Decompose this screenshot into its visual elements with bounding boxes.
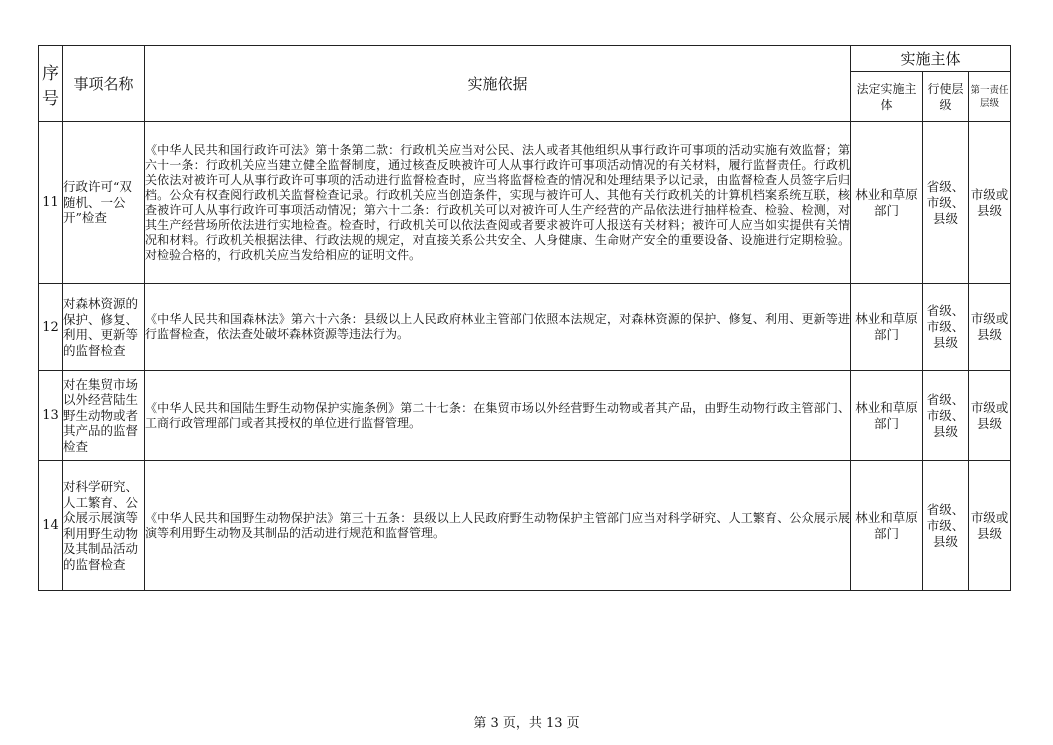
header-first-responsible-level: 第一责任层级 <box>969 72 1011 122</box>
row-first-level: 市级或县级 <box>969 461 1011 591</box>
page-footer: 第 3 页，共 13 页 <box>473 716 580 731</box>
regulation-table <box>38 45 1011 591</box>
row-exercise-level: 省级、市级、县级 <box>923 284 969 371</box>
row-item-name: 行政许可“双随机、一公开”检查 <box>63 122 145 284</box>
row-seq: 14 <box>39 461 63 591</box>
table-row <box>39 122 1011 284</box>
row-legal-subject: 林业和草原部门 <box>851 371 923 461</box>
row-first-level: 市级或县级 <box>969 371 1011 461</box>
row-basis: 《中华人民共和国陆生野生动物保护实施条例》第二十七条：在集贸市场以外经营野生动物或者其产品，由野生动物行政主管部门、工商行政管理部门或者其授权的单位进行监督管理。 <box>145 371 851 461</box>
table-row <box>39 371 1011 461</box>
row-seq: 11 <box>39 122 63 284</box>
row-first-level: 市级或县级 <box>969 284 1011 371</box>
header-item-name: 事项名称 <box>63 46 145 122</box>
row-exercise-level: 省级、市级、县级 <box>923 122 969 284</box>
row-item-name: 对科学研究、人工繁育、公众展示展演等利用野生动物及其制品活动的监督检查 <box>63 461 145 591</box>
row-first-level: 市级或县级 <box>969 122 1011 284</box>
header-seq: 序号 <box>39 46 63 122</box>
row-item-name: 对森林资源的保护、修复、利用、更新等的监督检查 <box>63 284 145 371</box>
row-basis: 《中华人民共和国野生动物保护法》第三十五条：县级以上人民政府野生动物保护主管部门应当对科学研究、人工繁育、公众展示展演等利用野生动物及其制品的活动进行规范和监督管理。 <box>145 461 851 591</box>
header-subject: 实施主体 <box>851 46 1011 72</box>
row-seq: 13 <box>39 371 63 461</box>
row-basis: 《中华人民共和国行政许可法》第十条第二款：行政机关应当对公民、法人或者其他组织从事行政许可事项的活动实施有效监督；第六十一条：行政机关应当建立健全监督制度，通过核查反映被许可人从事行政许可事项活动情况的有关材料，履行监督责任。行政机关依法对被许可人从事行政许可事项的活动进行监督检查时，应当将监督检查的情况和处理结果予以记录，由监督检查人员签字后归档。公众有权查阅行政机关监督检查记录。行政机关应当创造条件，实现与被许可人、其他有关行政机关的计算机档案系统互联，核查被许可人从事行政许可事项活动情况；第六十二条：行政机关可以对被许可人生产经营的产品依法进行抽样检查、检验、检测，对其生产经营场所依法进行实地检查。检查时，行政机关可以依法查阅或者要求被许可人报送有关材料；被许可人应当如实提供有关情况和材料。行政机关根据法律、行政法规的规定，对直接关系公共安全、人身健康、生命财产安全的重要设备、设施进行定期检验。对检验合格的，行政机关应当发给相应的证明文件。 <box>145 122 851 284</box>
row-seq: 12 <box>39 284 63 371</box>
table-row <box>39 461 1011 591</box>
row-legal-subject: 林业和草原部门 <box>851 461 923 591</box>
row-exercise-level: 省级、市级、县级 <box>923 461 969 591</box>
header-legal-subject: 法定实施主体 <box>851 72 923 122</box>
row-exercise-level: 省级、市级、县级 <box>923 371 969 461</box>
header-basis: 实施依据 <box>145 46 851 122</box>
header-exercise-level: 行使层级 <box>923 72 969 122</box>
row-legal-subject: 林业和草原部门 <box>851 122 923 284</box>
table-row <box>39 284 1011 371</box>
row-basis: 《中华人民共和国森林法》第六十六条：县级以上人民政府林业主管部门依照本法规定，对森林资源的保护、修复、利用、更新等进行监督检查，依法查处破坏森林资源等违法行为。 <box>145 284 851 371</box>
row-item-name: 对在集贸市场以外经营陆生野生动物或者其产品的监督检查 <box>63 371 145 461</box>
row-legal-subject: 林业和草原部门 <box>851 284 923 371</box>
